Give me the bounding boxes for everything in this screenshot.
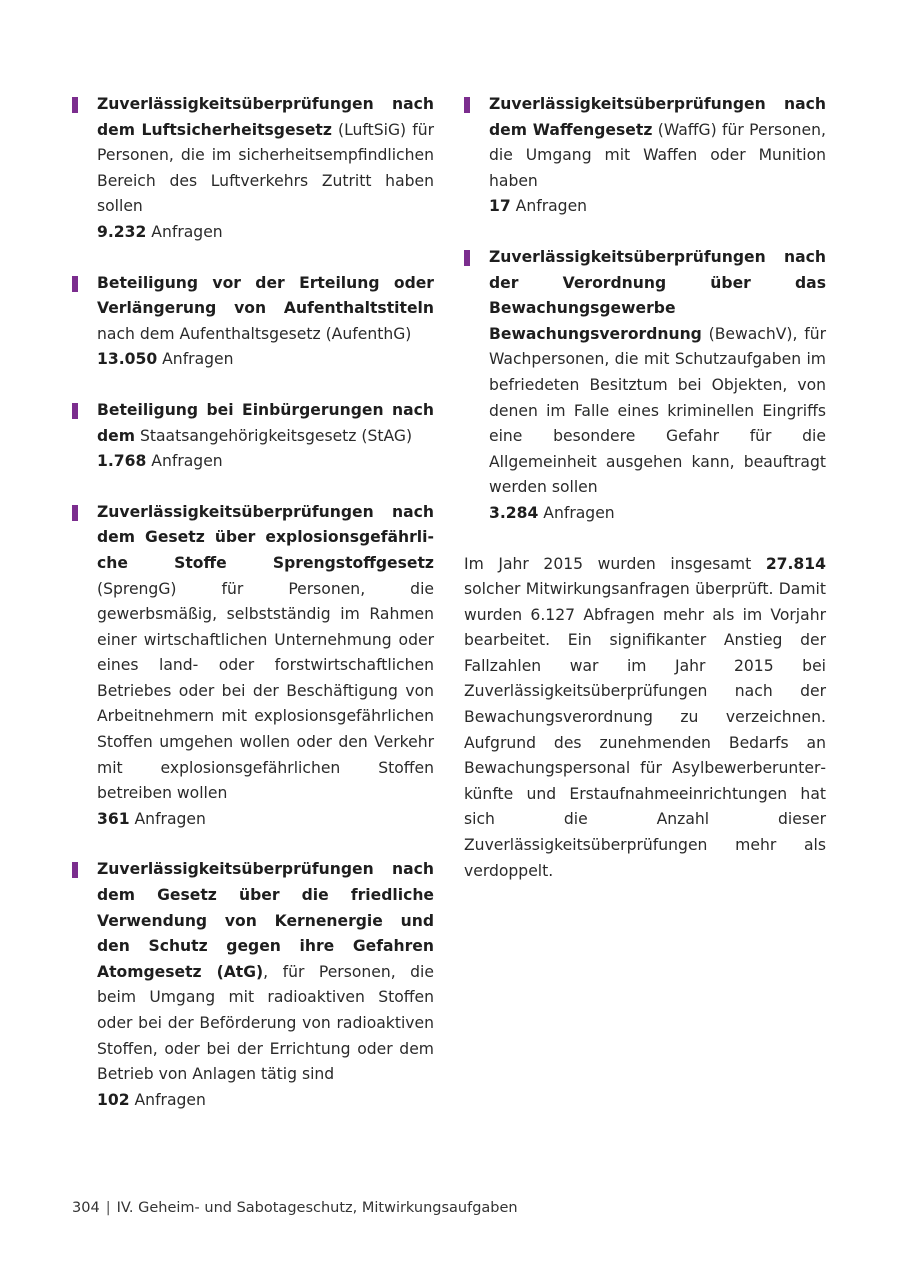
item-title: Zuverlässigkeitsüberprüfungen nach dem Gesetz über explosionsgefährliche Stoffe Sprengstoffgesetz bbox=[97, 502, 434, 572]
item-title: Zuverlässigkeitsüberprüfungen nach der Verordnung über das Bewachungsgewerbe Bewachungsverordnung bbox=[489, 247, 826, 343]
item-title: Zuverlässigkeitsüberprüfungen nach dem Waffengesetz bbox=[489, 95, 826, 139]
item-text bbox=[97, 271, 434, 348]
count-unit: Anfragen bbox=[538, 503, 615, 522]
bullet-marker bbox=[72, 862, 78, 878]
list-item bbox=[72, 398, 434, 475]
page-footer bbox=[72, 1198, 518, 1218]
summary-text-after: solcher Mitwirkungsanfragen überprüft. Damit wurden 6.127 Abfragen mehr als im Vorjahr bearbeitet. Ein signifikanter Anstieg der Fallzahlen war im Jahr 2015 bei Zuverlässigkeitsüberprüfungen nach der Bewachungsverordnung zu verzeichnen. Aufgrund des zunehmenden Bedarfs an Bewachungspersonal für Asylbewerberunterkünfte und Erstaufnahmeeinrichtungen hat sich die Anzahl dieser Zuverlässigkeitsüberprüfungen mehr als verdoppelt. bbox=[464, 580, 826, 880]
list-item bbox=[72, 857, 434, 1113]
item-count bbox=[97, 449, 434, 475]
item-count bbox=[97, 347, 434, 373]
summary-text-before: Im Jahr 2015 wurden insgesamt bbox=[464, 554, 766, 573]
left-column bbox=[72, 92, 434, 1138]
page-number: 304 bbox=[72, 1200, 100, 1216]
count-unit: Anfragen bbox=[129, 809, 206, 828]
list-item bbox=[72, 500, 434, 833]
item-description: (WaffG) für Personen, die Umgang mit Waffen oder Munition haben bbox=[489, 120, 826, 190]
summary-paragraph bbox=[464, 552, 826, 885]
count-value: 17 bbox=[489, 197, 511, 216]
bullet-marker bbox=[72, 403, 78, 419]
count-unit: Anfragen bbox=[157, 350, 234, 369]
chapter-title: IV. Geheim- und Sabotageschutz, Mitwirkungsaufgaben bbox=[116, 1200, 518, 1216]
bullet-marker bbox=[72, 276, 78, 292]
count-unit: Anfragen bbox=[146, 222, 223, 241]
item-title: Beteiligung vor der Erteilung oder Verlängerung von Aufenthaltstiteln bbox=[97, 273, 434, 318]
item-text bbox=[489, 92, 826, 194]
item-count bbox=[489, 501, 826, 527]
item-count bbox=[97, 220, 434, 246]
item-text bbox=[489, 245, 826, 501]
item-description: Staatsangehörigkeitsgesetz (StAG) bbox=[135, 426, 413, 445]
count-value: 9.232 bbox=[97, 222, 147, 241]
item-text bbox=[97, 500, 434, 807]
list-item bbox=[464, 245, 826, 527]
item-text bbox=[97, 857, 434, 1087]
item-count bbox=[97, 807, 434, 833]
footer-separator: | bbox=[105, 1200, 111, 1216]
item-text bbox=[97, 398, 434, 449]
list-item bbox=[72, 92, 434, 246]
right-column bbox=[464, 92, 826, 884]
item-text bbox=[97, 92, 434, 220]
count-value: 13.050 bbox=[97, 350, 158, 369]
count-unit: Anfragen bbox=[129, 1090, 206, 1109]
item-description: (SprengG) für Personen, die gewerbsmäßig, selbstständig im Rahmen einer wirtschaftlichen Unternehmung oder eines land- oder forstwirtschaftlichen Betriebes oder bei der Beschäftigung von Arbeitnehmern mit explosionsgefährlichen Stoffen umgehen wollen oder den Verkehr mit explosionsgefährlichen Stoffen betreiben wollen bbox=[97, 579, 434, 803]
bullet-marker bbox=[464, 250, 470, 266]
count-value: 1.768 bbox=[97, 452, 147, 471]
item-title: Zuverlässigkeitsüberprüfungen nach dem Gesetz über die friedliche Verwendung von Kernenergie und den Schutz gegen ihre Gefahren Atomgesetz (AtG) bbox=[97, 860, 434, 981]
item-description: nach dem Aufenthaltsgesetz (AufenthG) bbox=[97, 324, 412, 343]
item-count bbox=[489, 194, 826, 220]
count-value: 3.284 bbox=[489, 503, 539, 522]
list-item bbox=[464, 92, 826, 220]
item-title: Beteiligung bei Einbürgerungen nach dem bbox=[97, 400, 434, 445]
list-item bbox=[72, 271, 434, 373]
count-value: 102 bbox=[97, 1090, 130, 1109]
item-description: (LuftSiG) für Personen, die im sicherheitsempfindlichen Bereich des Luftverkehrs Zutritt haben sollen bbox=[97, 120, 434, 216]
item-title: Zuverlässigkeitsüberprüfungen nach dem Luftsicherheitsgesetz bbox=[97, 95, 434, 139]
item-description: (BewachV), für Wachpersonen, die mit Schutzaufgaben im befriedeten Besitztum bei Objekten, von denen im Falle eines kriminellen Eingriffs eine besondere Gefahr für die Allgemeinheit ausgehen kann, beauftragt werden sollen bbox=[489, 324, 826, 497]
count-unit: Anfragen bbox=[146, 452, 223, 471]
bullet-marker bbox=[464, 97, 470, 113]
bullet-marker bbox=[72, 505, 78, 521]
summary-total: 27.814 bbox=[765, 554, 826, 573]
count-value: 361 bbox=[97, 809, 130, 828]
count-unit: Anfragen bbox=[510, 197, 588, 216]
item-description: , für Personen, die beim Umgang mit radioaktiven Stoffen oder bei der Beförderung von radioaktiven Stoffen, oder bei der Errichtung oder dem Betrieb von Anlagen tätig sind bbox=[97, 962, 434, 1084]
item-count bbox=[97, 1088, 434, 1114]
bullet-marker bbox=[72, 97, 78, 113]
